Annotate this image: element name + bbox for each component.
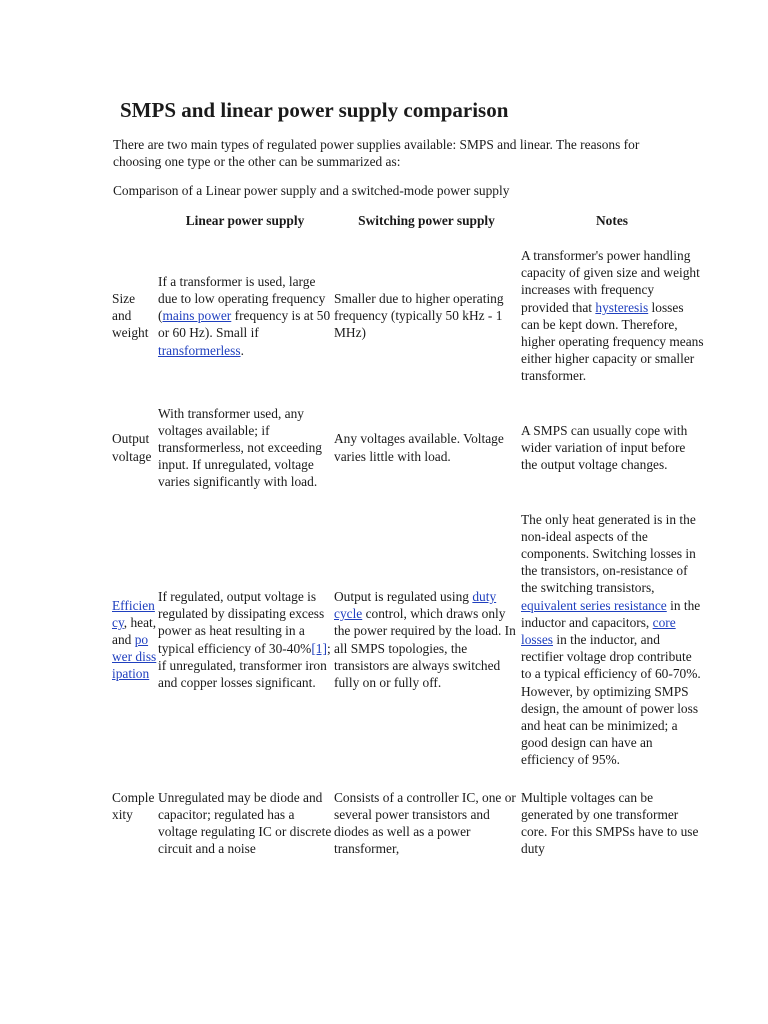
link-power-dissipation[interactable]: power dissipation bbox=[112, 632, 157, 682]
cell-efficiency-switching: Output is regulated using duty cycle control, which draws only the power required by the load. In all SMPS topologies, the transistors are always switched fully on or fully off. bbox=[334, 589, 516, 691]
table-header-row bbox=[111, 204, 704, 237]
table-row bbox=[111, 501, 704, 779]
link-reference-1[interactable]: [1] bbox=[311, 640, 327, 656]
cell-size-notes: A transformer's power handling capacity of given size and weight increases with frequency provided that hysteresis losses can be kept down. Therefore, higher operating frequency means either higher capacity or smaller transformer. bbox=[521, 248, 704, 384]
row-label-output: Output voltage bbox=[112, 431, 152, 464]
intro-paragraph: There are two main types of regulated power supplies available: SMPS and linear. The reasons for choosing one type or the other can be summarized as: bbox=[113, 137, 640, 170]
cell-output-linear: With transformer used, any voltages available; if transformerless, not exceeding input. If unregulated, voltage varies significantly with load. bbox=[158, 405, 322, 490]
row-label-size: Size and weight bbox=[112, 291, 149, 341]
header-switching: Switching power supply bbox=[358, 213, 495, 228]
cell-output-notes: A SMPS can usually cope with wider variation of input before the output voltage changes. bbox=[521, 422, 688, 473]
header-empty bbox=[111, 204, 157, 237]
row-label-complexity: Complexity bbox=[112, 789, 155, 822]
cell-complexity-switching: Consists of a controller IC, one or several power transistors and diodes as well as a power transformer, bbox=[334, 789, 516, 857]
cell-efficiency-linear: If regulated, output voltage is regulated by dissipating excess power as heat resulting in a typical efficiency of 30-40%[1]; if unregulated, transformer iron and copper losses significant. bbox=[158, 589, 331, 691]
table-row bbox=[111, 237, 704, 395]
comparison-table bbox=[111, 204, 704, 868]
link-hysteresis[interactable]: hysteresis bbox=[595, 299, 649, 315]
page-title: SMPS and linear power supply comparison bbox=[120, 98, 509, 122]
link-transformerless[interactable]: transformerless bbox=[158, 342, 241, 358]
table-row bbox=[111, 779, 704, 868]
header-linear: Linear power supply bbox=[185, 213, 305, 228]
row-label-efficiency: Efficiency, heat, and power dissipation bbox=[112, 597, 157, 682]
link-core-losses[interactable]: core losses bbox=[521, 614, 676, 648]
link-mains-power[interactable]: mains power bbox=[162, 308, 232, 324]
cell-size-linear: If a transformer is used, large due to low operating frequency (mains power frequency is at 50 or 60 Hz). Small if transformerless. bbox=[158, 273, 331, 358]
cell-output-switching: Any voltages available. Voltage varies little with load. bbox=[334, 431, 504, 464]
link-equivalent-series-resistance[interactable]: equivalent series resistance bbox=[521, 597, 667, 613]
table-row bbox=[111, 395, 704, 501]
table-caption: Comparison of a Linear power supply and a switched-mode power supply bbox=[113, 183, 510, 198]
link-efficiency[interactable]: Efficiency bbox=[112, 597, 155, 630]
cell-efficiency-notes: The only heat generated is in the non-ideal aspects of the components. Switching losses in the transistors, on-resistance of the switching transistors, equivalent series resistance in the inductor and capacitors, core losses in the inductor, and rectifier voltage drop contribute to a typical efficiency of 60-70%. However, by optimizing SMPS design, the amount of power loss and heat can be minimized; a good design can have an efficiency of 95%. bbox=[521, 511, 701, 768]
link-duty-cycle[interactable]: duty cycle bbox=[334, 589, 497, 622]
cell-size-switching: Smaller due to higher operating frequency (typically 50 kHz - 1 MHz) bbox=[334, 291, 504, 341]
cell-complexity-notes: Multiple voltages can be generated by one transformer core. For this SMPSs have to use duty bbox=[521, 789, 699, 857]
header-notes: Notes bbox=[596, 213, 628, 228]
cell-complexity-linear: Unregulated may be diode and capacitor; regulated has a voltage regulating IC or discrete circuit and a noise bbox=[158, 789, 332, 857]
